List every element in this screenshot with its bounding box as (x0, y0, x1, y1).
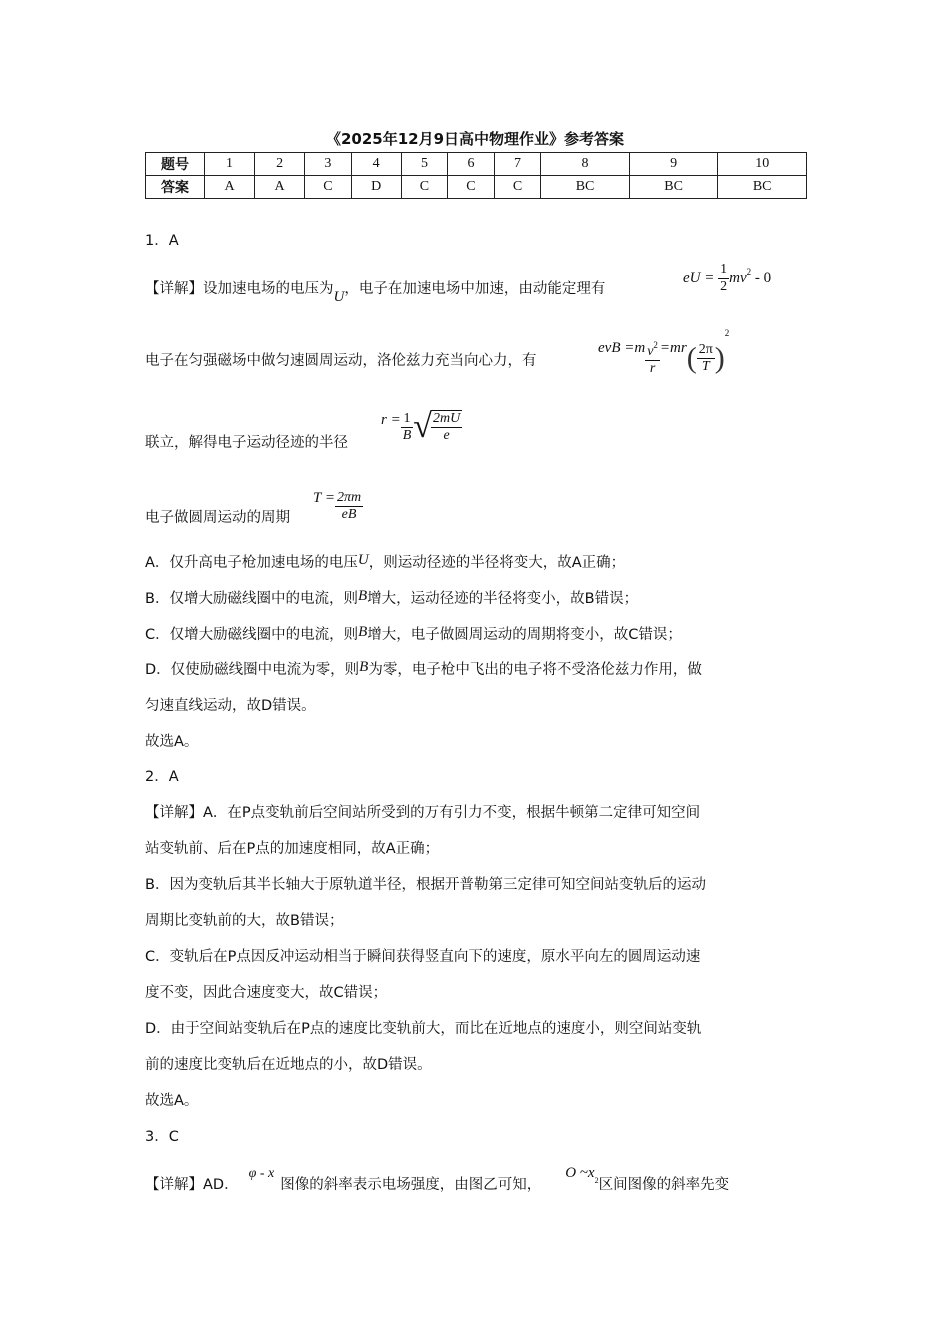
table-cell: 2 (255, 153, 305, 176)
text: C．变轨后在P点因反冲运动相当于瞬间获得竖直向下的速度，原水平向左的圆周运动速 (145, 949, 701, 965)
formula-fraction (401, 411, 414, 444)
q2-line6 (145, 982, 805, 1003)
q2-heading-text: 2．A (145, 769, 179, 785)
table-cell: A (205, 176, 255, 199)
text: 站变轨前、后在P点的加速度相同，故A正确； (145, 841, 440, 857)
text: D．仅使励磁线圈中电流为零，则 (145, 662, 360, 678)
q1-detail-line4 (145, 507, 805, 528)
q3-heading-text: 3．C (145, 1129, 179, 1145)
exponent: 2 (653, 339, 658, 350)
numerator (645, 337, 660, 361)
numerator: 2πm (336, 490, 362, 505)
formula-part: v (647, 343, 654, 359)
math-var: U (333, 289, 345, 305)
text: B．因为变轨后其半长轴大于原轨道半径，根据开普勒第三定律可知空间站变轨后的运动 (145, 877, 706, 893)
text: 前的速度比变轨后在近地点的小，故D错误。 (145, 1057, 432, 1073)
math-var: U (357, 552, 369, 568)
subscript: 2 (594, 1176, 599, 1185)
text: 故选A。 (145, 1093, 199, 1109)
q1-option-d-cont (145, 695, 805, 716)
formula-part: eU = (683, 269, 715, 286)
q2-line2 (145, 838, 805, 859)
table-cell: C (401, 176, 448, 199)
text: D．由于空间站变轨后在P点的速度比变轨前大，而比在近地点的速度小，则空间站变轨 (145, 1021, 702, 1037)
denominator: r (649, 360, 656, 376)
text: 联立，解得电子运动径迹的半径 (145, 435, 348, 451)
text: 为零，电子枪中飞出的电子将不受洛伦兹力作用，做 (368, 662, 702, 678)
table-row-numbers (146, 153, 807, 176)
text: ，则运动径迹的半径将变大，故A正确； (368, 555, 626, 571)
formula-part: T = (313, 489, 335, 506)
table-cell: 7 (494, 153, 541, 176)
text: 区间图像的斜率先变 (598, 1177, 730, 1193)
formula-part: evB =m (598, 340, 646, 356)
table-cell: 4 (351, 153, 401, 176)
text: 电子做圆周运动的周期 (145, 510, 290, 526)
q1-heading (145, 230, 805, 251)
formula-lorentz (598, 328, 729, 379)
table-header-number: 题号 (146, 153, 205, 176)
math-expr: φ - x (248, 1166, 275, 1181)
denominator: eB (341, 507, 357, 522)
text: 增大，电子做圆周运动的周期将变小，故C错误； (367, 627, 682, 643)
table-cell: C (494, 176, 541, 199)
table-cell: A (255, 176, 305, 199)
text: A．仅升高电子枪加速电场的电压 (145, 555, 358, 571)
text: C．仅增大励磁线圈中的电流，则 (145, 627, 359, 643)
table-cell: C (305, 176, 352, 199)
paren-right: ) (714, 341, 725, 375)
table-row-answers (146, 176, 807, 199)
formula-fraction (645, 337, 660, 377)
q2-line3 (145, 874, 805, 895)
text: 图像的斜率表示电场强度，由图乙可知， (280, 1177, 542, 1193)
denominator: 2 (720, 279, 728, 294)
math-var: B (357, 588, 368, 604)
text: 度不变，因此合速度变大，故C错误； (145, 985, 388, 1001)
math-var: B (359, 659, 369, 675)
q1-option-d (145, 659, 805, 680)
numerator: 2π (698, 342, 713, 358)
table-cell: 8 (541, 153, 630, 176)
denominator: B (402, 427, 412, 443)
formula-part: =mr (659, 340, 687, 356)
text: B．仅增大励磁线圈中的电流，则 (145, 591, 358, 607)
q1-option-c (145, 624, 805, 645)
text: 周期比变轨前的大，故B错误； (145, 913, 344, 929)
numerator: 1 (401, 411, 414, 428)
q2-line1 (145, 802, 805, 823)
table-cell: 5 (401, 153, 448, 176)
sqrt-body (431, 410, 462, 444)
q2-line8 (145, 1054, 805, 1075)
q1-conclusion (145, 731, 805, 752)
text: 增大，运动径迹的半径将变小，故B错误； (367, 591, 639, 607)
formula-period (313, 490, 363, 523)
formula-part: mv (729, 269, 747, 286)
q2-heading (145, 766, 805, 787)
exponent: 2 (724, 328, 730, 338)
formula-fraction (335, 490, 363, 523)
q1-heading-text: 1．A (145, 233, 179, 249)
text: 【详解】设加速电场的电压为 (145, 281, 334, 297)
exponent: 2 (746, 266, 752, 277)
table-cell: 9 (629, 153, 718, 176)
text: 故选A。 (145, 734, 199, 750)
text: 【详解】A．在P点变轨前后空间站所受到的万有引力不变，根据牛顿第二定律可知空间 (145, 805, 701, 821)
formula-fraction (697, 342, 715, 375)
table-cell: 6 (448, 153, 495, 176)
paren-left: ( (686, 341, 697, 375)
table-cell: 1 (205, 153, 255, 176)
table-cell: 3 (305, 153, 352, 176)
text: ，电子在加速电场中加速，由动能定理有 (344, 281, 606, 297)
math-var: B (358, 624, 368, 640)
table-cell: BC (541, 176, 630, 199)
numerator: 2mU (432, 411, 461, 426)
q2-line5 (145, 946, 805, 967)
text: 电子在匀强磁场中做匀速圆周运动，洛伦兹力充当向心力，有 (145, 353, 537, 369)
q2-line7 (145, 1018, 805, 1039)
sqrt-icon: √ (413, 408, 432, 445)
math-expr: O ~x (565, 1165, 595, 1181)
answer-table (145, 152, 807, 199)
q3-heading (145, 1126, 805, 1147)
formula-fraction (431, 411, 462, 444)
table-header-answer: 答案 (146, 176, 205, 199)
formula-kinetic-energy (683, 262, 771, 295)
q1-option-b (145, 588, 805, 609)
page-title: 《2025年12月9日高中物理作业》参考答案 (325, 130, 625, 148)
q1-option-a (145, 552, 805, 573)
text: 匀速直线运动，故D错误。 (145, 698, 316, 714)
q2-line4 (145, 910, 805, 931)
q2-conclusion (145, 1090, 805, 1111)
formula-part: - 0 (754, 269, 772, 286)
formula-fraction (718, 262, 729, 295)
table-cell: D (351, 176, 401, 199)
text: 【详解】AD． (145, 1177, 239, 1193)
q1-detail-line3 (145, 432, 805, 453)
table-cell: C (448, 176, 495, 199)
table-cell: BC (718, 176, 807, 199)
denominator: T (701, 359, 710, 375)
formula-part: r = (381, 412, 401, 429)
table-cell: 10 (718, 153, 807, 176)
denominator: e (443, 428, 450, 443)
table-cell: BC (629, 176, 718, 199)
formula-radius (381, 410, 462, 444)
numerator: 1 (720, 262, 728, 277)
